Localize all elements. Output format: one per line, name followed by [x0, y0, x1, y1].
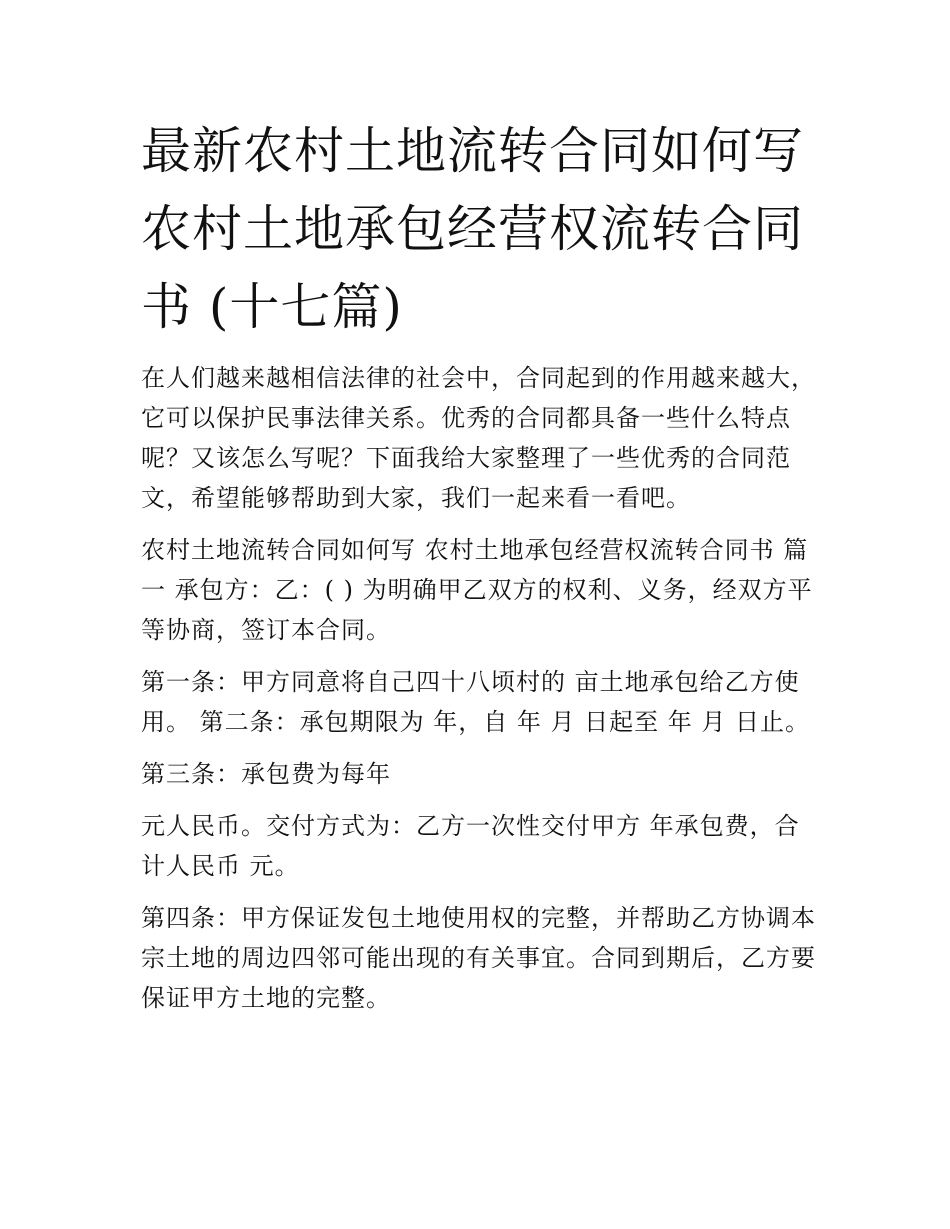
text-line: 文，希望能够帮助到大家，我们一起来看一看吧。: [141, 484, 691, 512]
text-line: 第三条：承包费为每年: [141, 760, 391, 788]
text-line: 农村土地流转合同如何写 农村土地承包经营权流转合同书 篇: [141, 536, 809, 564]
text-line: 第一条：甲方同意将自己四十八顷村的 亩土地承包给乙方使: [141, 668, 800, 696]
text-line: 计人民币 元。: [141, 852, 300, 880]
contract-heading-paragraph: [141, 530, 821, 650]
document-page: [141, 112, 821, 1030]
document-title: [141, 112, 821, 346]
text-line: 呢？又该怎么写呢？下面我给大家整理了一些优秀的合同范: [141, 444, 791, 472]
article-3-paragraph: [141, 754, 821, 794]
text-line: 一 承包方：乙：( ) 为明确甲乙双方的权利、义务，经双方平: [141, 576, 813, 604]
text-line: 用。 第二条：承包期限为 年，自 年 月 日起至 年 月 日止。: [141, 708, 811, 736]
title-line: 书 (十七篇): [141, 278, 403, 336]
text-line: 等协商，签订本合同。: [141, 616, 391, 644]
article-1-2-paragraph: [141, 662, 821, 742]
title-line: 最新农村土地流转合同如何写: [141, 122, 804, 180]
text-line: 第四条：甲方保证发包土地使用权的完整，并帮助乙方协调本: [141, 904, 816, 932]
title-line: 农村土地承包经营权流转合同: [141, 200, 804, 258]
intro-paragraph: [141, 358, 821, 518]
text-line: 它可以保护民事法律关系。优秀的合同都具备一些什么特点: [141, 404, 791, 432]
payment-paragraph: [141, 806, 821, 886]
text-line: 保证甲方土地的完整。: [141, 984, 391, 1012]
text-line: 宗土地的周边四邻可能出现的有关事宜。合同到期后，乙方要: [141, 944, 816, 972]
article-4-paragraph: [141, 898, 821, 1018]
text-line: 元人民币。交付方式为：乙方一次性交付甲方 年承包费，合: [141, 812, 800, 840]
text-line: 在人们越来越相信法律的社会中，合同起到的作用越来越大，: [141, 364, 816, 392]
